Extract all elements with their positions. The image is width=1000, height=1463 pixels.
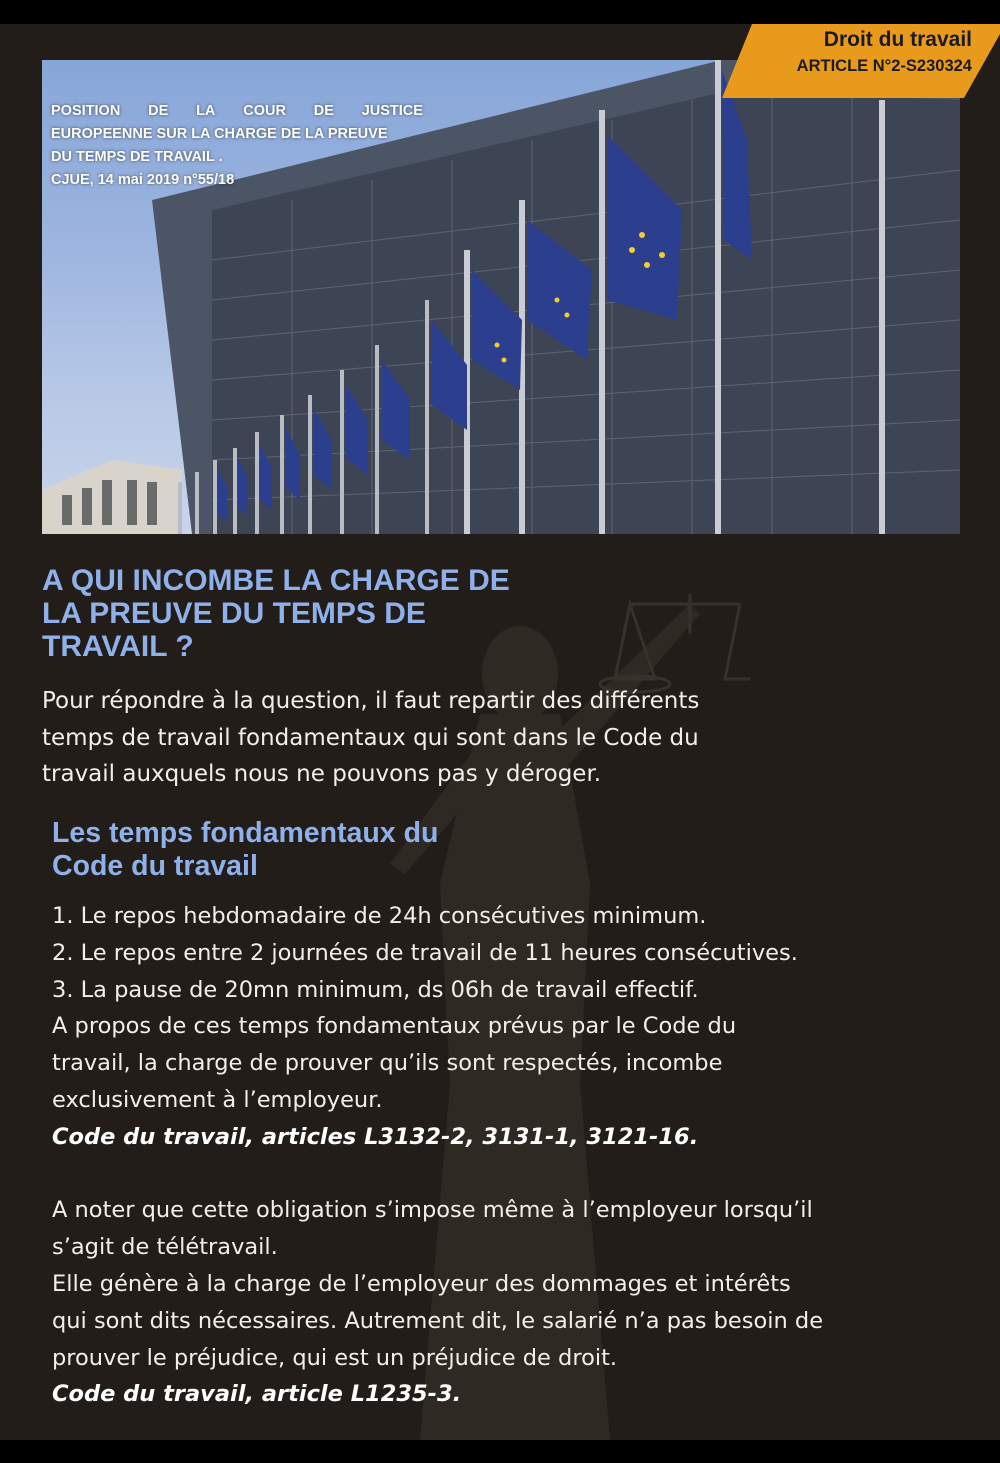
main-title: A QUI INCOMBE LA CHARGE DE LA PREUVE DU TEMPS DE TRAVAIL ? bbox=[42, 564, 510, 663]
paragraph-line: A propos de ces temps fondamentaux prévus par le Code du bbox=[52, 1013, 737, 1040]
intro-paragraph: Pour répondre à la question, il faut repartir des différents temps de travail fondamentaux qui sont dans le Code du travail auxquels nous ne pouvons pas y déroger. bbox=[42, 688, 700, 787]
caption-line-1: POSITION DE LA COUR DE JUSTICE bbox=[51, 103, 423, 119]
caption-line-3: DU TEMPS DE TRAVAIL . bbox=[51, 149, 223, 165]
paragraph-line: travail, la charge de prouver qu’ils sont respectés, incombe bbox=[52, 1050, 723, 1077]
paragraph-line: prouver le préjudice, qui est un préjudice de droit. bbox=[52, 1344, 618, 1371]
spacer bbox=[52, 1156, 972, 1193]
paragraph-line: A noter que cette obligation s’impose même à l’employeur lorsqu’il bbox=[52, 1197, 813, 1224]
category-tag bbox=[722, 24, 1000, 98]
section-body bbox=[52, 898, 972, 1413]
header-photo bbox=[42, 60, 960, 534]
article-page bbox=[0, 24, 1000, 1440]
photo-caption bbox=[51, 100, 423, 192]
list-item: 3. La pause de 20mn minimum, ds 06h de travail effectif. bbox=[52, 976, 699, 1003]
list-item: 2. Le repos entre 2 journées de travail de 11 heures consécutives. bbox=[52, 939, 798, 966]
paragraph-line: Elle génère à la charge de l’employeur des dommages et intérêts bbox=[52, 1270, 791, 1297]
caption-line-4: CJUE, 14 mai 2019 n°55/18 bbox=[51, 172, 235, 188]
paragraph-line: s’agit de télétravail. bbox=[52, 1234, 278, 1261]
section-title: Les temps fondamentaux du Code du travail bbox=[52, 817, 439, 882]
paragraph-line: exclusivement à l’employeur. bbox=[52, 1086, 383, 1113]
legal-reference: Code du travail, article L1235-3. bbox=[52, 1381, 462, 1408]
legal-reference: Code du travail, articles L3132-2, 3131-1, 3121-16. bbox=[52, 1123, 699, 1150]
tag-article-number: ARTICLE N°2-S230324 bbox=[796, 57, 972, 75]
paragraph-line: qui sont dits nécessaires. Autrement dit, le salarié n’a pas besoin de bbox=[52, 1307, 824, 1334]
tag-category-label: Droit du travail bbox=[823, 28, 972, 51]
list-item: 1. Le repos hebdomadaire de 24h consécutives minimum. bbox=[52, 903, 707, 929]
caption-line-2: EUROPEENNE SUR LA CHARGE DE LA PREUVE bbox=[51, 126, 388, 142]
